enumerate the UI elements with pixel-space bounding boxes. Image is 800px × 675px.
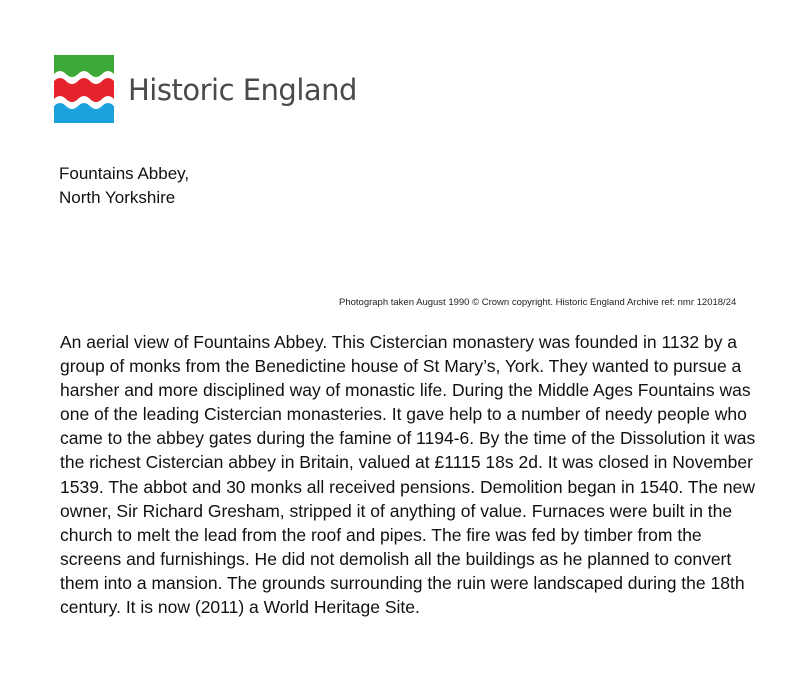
photo-subject [59, 162, 189, 210]
logo-green-band [54, 55, 114, 77]
photo-description: An aerial view of Fountains Abbey. This Cistercian monastery was founded in 1132 by a group of monks from the Benedictine house of St Mary’s, York. They wanted to pursue a harsher and more disciplined way of monastic life. During the Middle Ages Fountains was one of the leading Cistercian monasteries. It gave help to a number of needy people who came to the abbey gates during the famine of 1194-6. By the time of the Dissolution it was the richest Cistercian abbey in Britain, valued at £1115 18s 2d. It was closed in November 1539. The abbot and 30 monks all received pensions. Demolition began in 1540. The new owner, Sir Richard Gresham, stripped it of anything of value. Furnaces were built in the church to melt the lead from the roof and pipes. The fire was fed by timber from the screens and furnishings. He did not demolish all the buildings as he planned to convert them into a mansion. The grounds surrounding the ruin were landscaped during the 18th century. It is now (2011) a World Heritage Site. [60, 332, 756, 618]
brand-name: Historic England [128, 73, 357, 107]
photo-credit: Photograph taken August 1990 © Crown copyright. Historic England Archive ref: nmr 12018/24 [339, 297, 737, 308]
logo-blue-band [54, 103, 114, 123]
subject-location: North Yorkshire [59, 188, 176, 207]
logo-red-band [54, 78, 114, 102]
historic-england-logo-icon [54, 55, 114, 123]
subject-title: Fountains Abbey, [59, 164, 190, 183]
historic-england-logo [54, 55, 357, 125]
